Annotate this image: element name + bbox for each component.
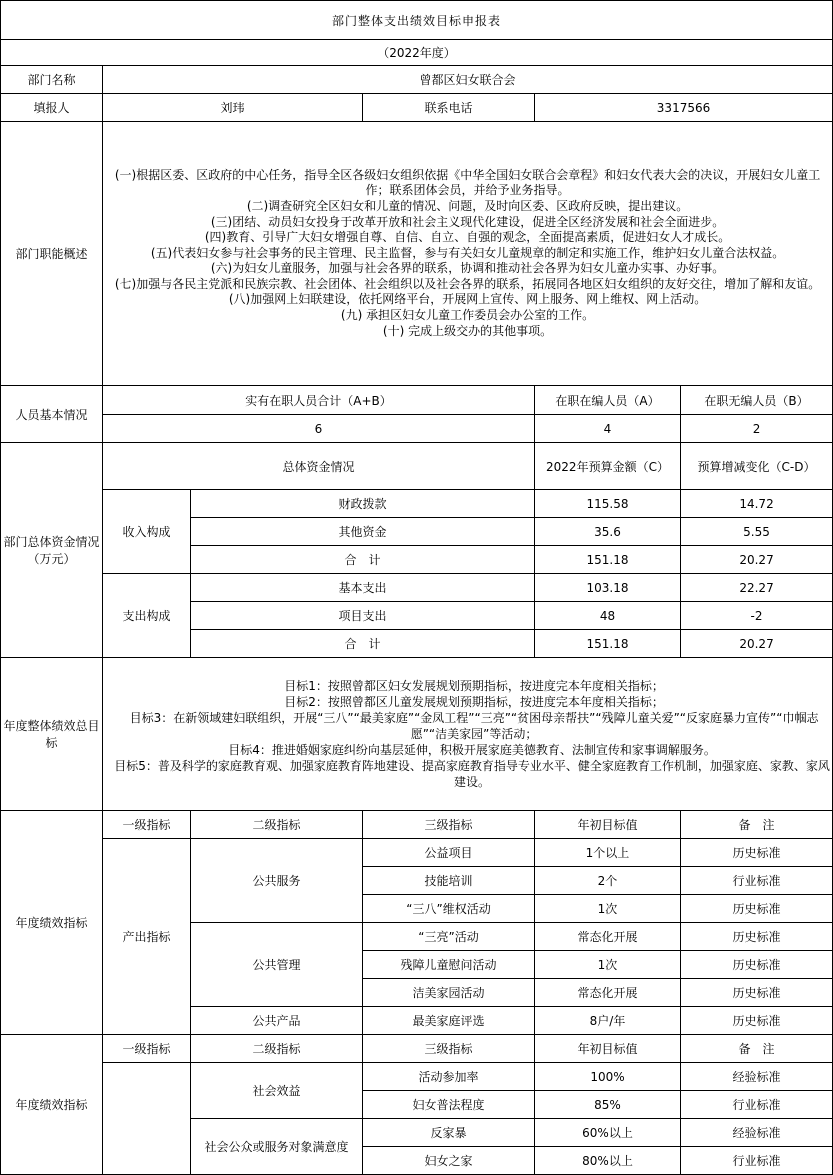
functions-label: 部门职能概述 bbox=[1, 122, 103, 386]
satisfaction-label: 社会公众或服务对象满意度 bbox=[191, 1119, 363, 1175]
indicator-name: “三亮”活动 bbox=[363, 923, 535, 951]
fund-row-name: 其他资金 bbox=[191, 518, 535, 546]
effect-indicator-blank bbox=[103, 1063, 191, 1175]
public-service-label: 公共服务 bbox=[191, 839, 363, 923]
social-benefit-label: 社会效益 bbox=[191, 1063, 363, 1119]
indicator-target: 60%以上 bbox=[535, 1119, 681, 1147]
fund-row-name: 合 计 bbox=[191, 546, 535, 574]
income-label: 收入构成 bbox=[103, 490, 191, 574]
fund-row-cd: 22.27 bbox=[681, 574, 833, 602]
function-item: (一)根据区委、区政府的中心任务，指导全区各级妇女组织依据《中华全国妇女联合会章程》和妇女代表大会的决议，开展妇女儿童工作；联系团体会员，并给予业务指导。 bbox=[114, 167, 821, 198]
fund-row-cd: 20.27 bbox=[681, 630, 833, 658]
indicator-target: 85% bbox=[535, 1091, 681, 1119]
indicator-name: 最美家庭评选 bbox=[363, 1007, 535, 1035]
indicators-label-2: 年度绩效指标 bbox=[1, 1035, 103, 1175]
function-item: (八)加强网上妇联建设，依托网络平台，开展网上宣传、网上服务、网上维权、网上活动。 bbox=[228, 292, 707, 307]
indicator-h1: 一级指标 bbox=[103, 811, 191, 839]
form-title: 部门整体支出绩效目标申报表 bbox=[1, 1, 833, 40]
fund-row-cd: 20.27 bbox=[681, 546, 833, 574]
indicator-name: 洁美家园活动 bbox=[363, 979, 535, 1007]
public-product-label: 公共产品 bbox=[191, 1007, 363, 1035]
fund-row-c: 151.18 bbox=[535, 630, 681, 658]
fund-row-name: 项目支出 bbox=[191, 602, 535, 630]
form-year: （2022年度） bbox=[1, 40, 833, 66]
indicator-target: 1次 bbox=[535, 951, 681, 979]
goal-item: 目标3：在新领域建妇联组织，开展“三八”“最美家庭”“金凤工程”“三亮”“贫困母亲帮扶”“残障儿童关爱”“反家庭暴力宣传”“巾帼志愿”“洁美家园”等活动； bbox=[129, 711, 819, 741]
funds-label: 部门总体资金情况（万元） bbox=[1, 443, 103, 658]
indicator-h4: 年初目标值 bbox=[535, 1035, 681, 1063]
indicator-note: 历史标准 bbox=[681, 979, 833, 1007]
indicator-note: 行业标准 bbox=[681, 867, 833, 895]
indicator-name: 妇女普法程度 bbox=[363, 1091, 535, 1119]
funds-overall-header: 总体资金情况 bbox=[103, 443, 535, 490]
goal-item: 目标4：推进婚姻家庭纠纷向基层延伸，积极开展家庭美德教育、法制宣传和家事调解服务。 bbox=[228, 743, 716, 757]
indicator-note: 行业标准 bbox=[681, 1147, 833, 1175]
public-manage-label: 公共管理 bbox=[191, 923, 363, 1007]
indicator-h3: 三级指标 bbox=[363, 1035, 535, 1063]
indicator-name: 妇女之家 bbox=[363, 1147, 535, 1175]
phone-value: 3317566 bbox=[535, 94, 833, 122]
indicator-note: 历史标准 bbox=[681, 839, 833, 867]
function-item: (三)团结、动员妇女投身于改革开放和社会主义现代化建设，促进全区经济发展和社会全面进步。 bbox=[210, 214, 725, 229]
indicator-target: 1个以上 bbox=[535, 839, 681, 867]
funds-2022-header: 2022年预算金额（C） bbox=[535, 443, 681, 490]
indicator-target: 1次 bbox=[535, 895, 681, 923]
goal-item: 目标2：按照曾都区儿童发展规划预期指标，按进度完本年度相关指标； bbox=[284, 695, 664, 709]
goals-label: 年度整体绩效总目标 bbox=[1, 658, 103, 811]
indicators-label: 年度绩效指标 bbox=[1, 811, 103, 1035]
function-item: (四)教育、引导广大妇女增强自尊、自信、自立、自强的观念，全面提高素质，促进妇女人才成长。 bbox=[204, 230, 731, 245]
indicator-h3: 三级指标 bbox=[363, 811, 535, 839]
indicator-name: 活动参加率 bbox=[363, 1063, 535, 1091]
staff-total-value: 6 bbox=[103, 415, 535, 443]
indicator-h2: 二级指标 bbox=[191, 811, 363, 839]
fund-row-c: 103.18 bbox=[535, 574, 681, 602]
dept-name-value: 曾都区妇女联合会 bbox=[103, 66, 833, 94]
fund-row-name: 合 计 bbox=[191, 630, 535, 658]
funds-change-header: 预算增减变化（C-D） bbox=[681, 443, 833, 490]
staff-a-header: 在职在编人员（A） bbox=[535, 386, 681, 415]
fund-row-c: 115.58 bbox=[535, 490, 681, 518]
staff-a-value: 4 bbox=[535, 415, 681, 443]
indicator-note: 经验标准 bbox=[681, 1119, 833, 1147]
staff-label: 人员基本情况 bbox=[1, 386, 103, 443]
dept-name-label: 部门名称 bbox=[1, 66, 103, 94]
fund-row-cd: 5.55 bbox=[681, 518, 833, 546]
indicator-name: 残障儿童慰问活动 bbox=[363, 951, 535, 979]
fund-row-name: 财政拨款 bbox=[191, 490, 535, 518]
function-item: (十) 完成上级交办的其他事项。 bbox=[382, 323, 553, 338]
function-item: (七)加强与各民主党派和民族宗教、社会团体、社会组织以及社会各界的联系，拓展同各地区妇女组织的友好交往，增加了解和友谊。 bbox=[114, 276, 821, 291]
indicator-target: 80%以上 bbox=[535, 1147, 681, 1175]
function-item: (二)调查研究全区妇女和儿童的情况、问题，及时向区委、区政府反映，提出建议。 bbox=[246, 198, 689, 213]
staff-b-header: 在职无编人员（B） bbox=[681, 386, 833, 415]
indicator-target: 100% bbox=[535, 1063, 681, 1091]
indicator-note: 历史标准 bbox=[681, 895, 833, 923]
goals-text bbox=[103, 658, 833, 811]
phone-label: 联系电话 bbox=[363, 94, 535, 122]
indicator-name: 公益项目 bbox=[363, 839, 535, 867]
function-item: (六)为妇女儿童服务，加强与社会各界的联系，协调和推动社会各界为妇女儿童办实事、办好事。 bbox=[210, 261, 725, 276]
filler-name: 刘玮 bbox=[103, 94, 363, 122]
indicator-h5: 备 注 bbox=[681, 811, 833, 839]
indicator-note: 经验标准 bbox=[681, 1063, 833, 1091]
indicator-target: 常态化开展 bbox=[535, 979, 681, 1007]
indicator-name: “三八”维权活动 bbox=[363, 895, 535, 923]
indicator-h4: 年初目标值 bbox=[535, 811, 681, 839]
fund-row-cd: -2 bbox=[681, 602, 833, 630]
fund-row-c: 48 bbox=[535, 602, 681, 630]
indicator-note: 历史标准 bbox=[681, 1007, 833, 1035]
filler-label: 填报人 bbox=[1, 94, 103, 122]
function-item: (五)代表妇女参与社会事务的民主管理、民主监督，参与有关妇女儿童规章的制定和实施工作，维护妇女儿童合法权益。 bbox=[150, 245, 785, 260]
indicator-target: 2个 bbox=[535, 867, 681, 895]
output-indicator-label: 产出指标 bbox=[103, 839, 191, 1035]
indicator-target: 8户/年 bbox=[535, 1007, 681, 1035]
staff-b-value: 2 bbox=[681, 415, 833, 443]
indicator-h5: 备 注 bbox=[681, 1035, 833, 1063]
indicator-note: 行业标准 bbox=[681, 1091, 833, 1119]
indicator-note: 历史标准 bbox=[681, 923, 833, 951]
indicator-name: 反家暴 bbox=[363, 1119, 535, 1147]
fund-row-name: 基本支出 bbox=[191, 574, 535, 602]
indicator-h2: 二级指标 bbox=[191, 1035, 363, 1063]
function-item: (九) 承担区妇女儿童工作委员会办公室的工作。 bbox=[340, 308, 595, 323]
functions-text bbox=[103, 122, 833, 386]
staff-total-header: 实有在职人员合计（A+B） bbox=[103, 386, 535, 415]
indicator-note: 历史标准 bbox=[681, 951, 833, 979]
goal-item: 目标5：普及科学的家庭教育观、加强家庭教育阵地建设、提高家庭教育指导专业水平、健全家庭教育工作机制，加强家庭、家教、家风建设。 bbox=[114, 759, 830, 789]
fund-row-c: 35.6 bbox=[535, 518, 681, 546]
indicator-name: 技能培训 bbox=[363, 867, 535, 895]
expense-label: 支出构成 bbox=[103, 574, 191, 658]
fund-row-c: 151.18 bbox=[535, 546, 681, 574]
fund-row-cd: 14.72 bbox=[681, 490, 833, 518]
goal-item: 目标1：按照曾都区妇女发展规划预期指标，按进度完本年度相关指标； bbox=[284, 679, 664, 693]
indicator-h1: 一级指标 bbox=[103, 1035, 191, 1063]
indicator-target: 常态化开展 bbox=[535, 923, 681, 951]
